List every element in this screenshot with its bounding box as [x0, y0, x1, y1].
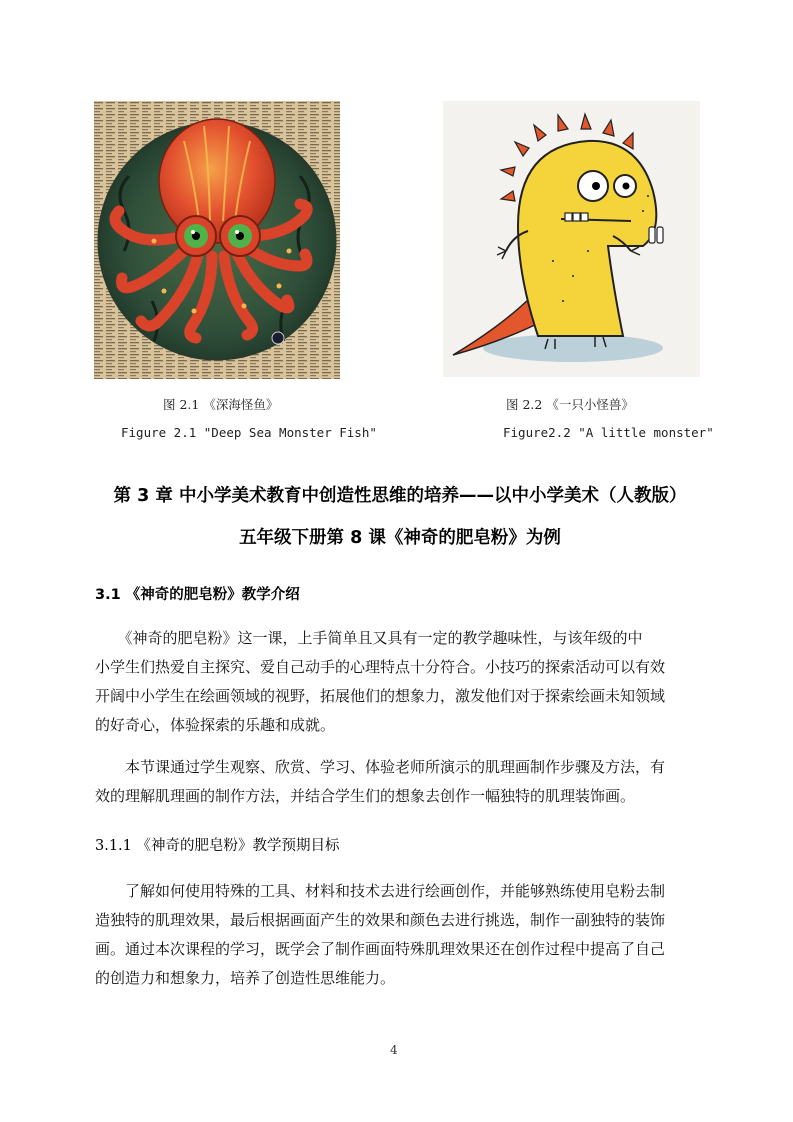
- paragraph-line: 造独特的肌理效果，最后根据画面产生的效果和颜色去进行挑选，制作一副独特的装饰: [95, 911, 666, 929]
- paragraph-line: 效的理解肌理画的制作方法，并结合学生们的想象去创作一幅独特的肌理装饰画。: [95, 787, 636, 805]
- figure-2-1-caption-en: Figure 2.1 "Deep Sea Monster Fish": [121, 425, 377, 440]
- section-3-1-heading: 3.1 《神奇的肥皂粉》教学介绍: [95, 587, 300, 603]
- section-3-1-paragraph-1: [95, 624, 700, 740]
- section-3-1-paragraph-2: [95, 753, 700, 811]
- chapter-title-line-1: 第 3 章 中小学美术教育中创造性思维的培养——以中小学美术（人教版）: [113, 486, 687, 506]
- paragraph-line: 了解如何使用特殊的工具、材料和技术去进行绘画创作，并能够熟练使用皂粉去制: [95, 882, 666, 900]
- paragraph-line: 本节课通过学生观察、欣赏、学习、体验老师所演示的肌理画制作步骤及方法，有: [95, 758, 666, 776]
- section-3-1-1-heading: 3.1.1 《神奇的肥皂粉》教学预期目标: [95, 838, 340, 854]
- paragraph-line: 的好奇心，体验探索的乐趣和成就。: [95, 716, 336, 734]
- paragraph-line: 开阔中小学生在绘画领域的视野，拓展他们的想象力，激发他们对于探索绘画未知领域: [95, 687, 666, 705]
- paragraph-line: 的创造力和想象力，培养了创造性思维能力。: [95, 969, 396, 987]
- page-number: 4: [390, 1043, 398, 1057]
- figure-2-2-caption-zh: 图 2.2 《一只小怪兽》: [506, 397, 634, 412]
- section-3-1-1-paragraph: [95, 877, 700, 993]
- monster-illustration: [443, 101, 700, 377]
- figure-2-1-caption-zh: 图 2.1 《深海怪鱼》: [163, 397, 279, 412]
- paragraph-line: 画。通过本次课程的学习，既学会了制作画面特殊肌理效果还在创作过程中提高了自己: [95, 940, 666, 958]
- chapter-title-line-2: 五年级下册第 8 课《神奇的肥皂粉》为例: [239, 528, 561, 548]
- figure-little-monster: [443, 101, 700, 377]
- figure-deep-sea-monster-fish: [94, 101, 340, 379]
- paragraph-line: 小学生们热爱自主探究、爱自己动手的心理特点十分符合。小技巧的探索活动可以有效: [95, 658, 666, 676]
- paragraph-line: 《神奇的肥皂粉》这一课，上手简单且又具有一定的教学趣味性，与该年级的中: [95, 629, 643, 647]
- octopus-illustration: [94, 101, 340, 379]
- figure-2-2-caption-en: Figure2.2 "A little monster": [503, 425, 714, 440]
